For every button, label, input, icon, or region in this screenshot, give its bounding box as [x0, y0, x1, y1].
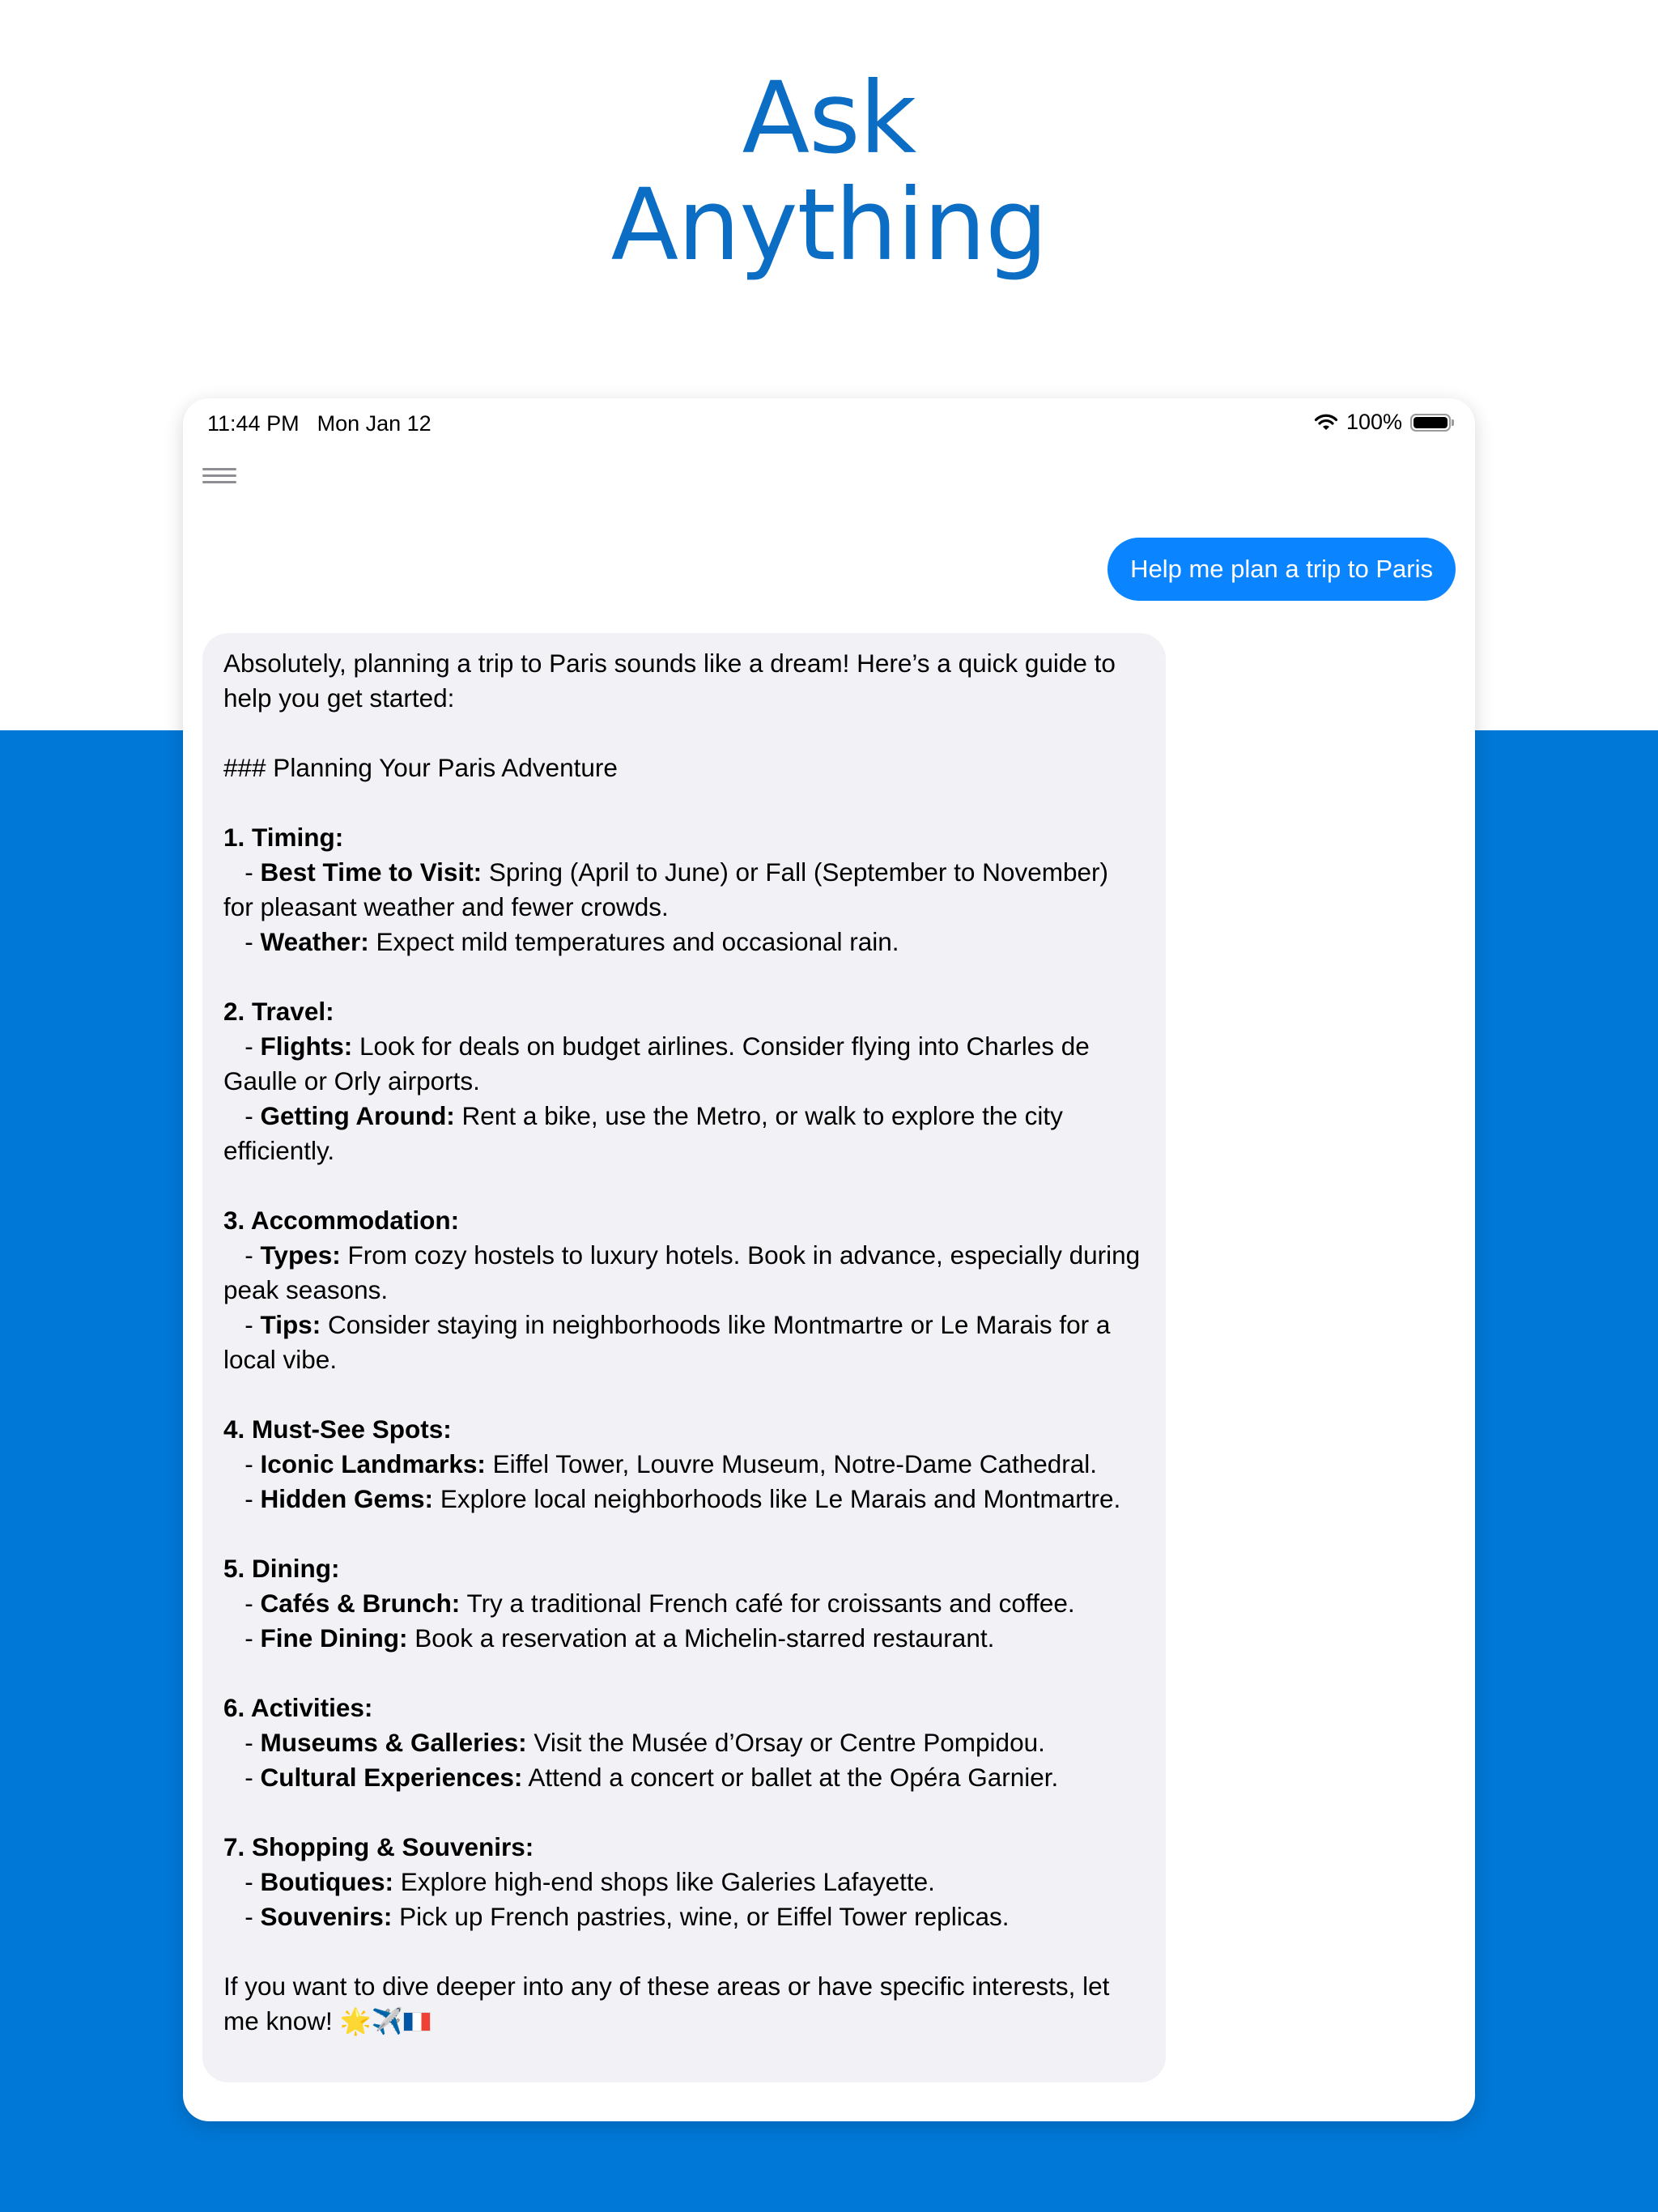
item-text: Look for deals on budget airlines. Consider flying into Charles de Gaulle or Orly airports.: [223, 1032, 1097, 1095]
item-text: Explore local neighborhoods like Le Marais and Montmartre.: [433, 1484, 1121, 1513]
sparkle-icon: 🌟: [339, 2006, 372, 2035]
item-text: Spring (April to June) or Fall (September to November) for pleasant weather and fewer crowds.: [223, 857, 1116, 921]
item-text: Book a reservation at a Michelin-starred restaurant.: [407, 1623, 995, 1653]
airplane-icon: ✈️: [371, 2006, 404, 2035]
item-label: Hidden Gems:: [260, 1484, 434, 1513]
item-label: Types:: [260, 1240, 341, 1270]
section-title: [223, 994, 1145, 1029]
section-list-item: - Iconic Landmarks: Eiffel Tower, Louvre Museum, Notre-Dame Cathedral.: [223, 1449, 1098, 1478]
item-label: Cafés & Brunch:: [260, 1589, 461, 1618]
section-list-item: - Cafés & Brunch: Try a traditional French café for croissants and coffee.: [223, 1589, 1075, 1618]
closing-text: If you want to dive deeper into any of these areas or have specific interests, let me know!: [223, 1972, 1117, 2035]
section-list-item: - Fine Dining: Book a reservation at a Michelin-starred restaurant.: [223, 1623, 995, 1653]
assistant-intro: Absolutely, planning a trip to Paris sounds like a dream! Here’s a quick guide to help you get started:: [223, 649, 1123, 713]
section-title-text: 3. Accommodation:: [223, 1206, 460, 1235]
section-list-item: - Flights: Look for deals on budget airlines. Consider flying into Charles de Gaulle or Orly airports.: [223, 1032, 1097, 1095]
section-title-text: 6. Activities:: [223, 1693, 373, 1722]
item-label: Museums & Galleries:: [260, 1728, 527, 1757]
item-text: Consider staying in neighborhoods like Montmartre or Le Marais for a local vibe.: [223, 1310, 1118, 1374]
menu-icon[interactable]: [202, 463, 241, 487]
french-flag-icon: [403, 2012, 431, 2031]
section-title-text: 7. Shopping & Souvenirs:: [223, 1832, 534, 1861]
item-text: Explore high-end shops like Galeries Lafayette.: [393, 1867, 935, 1896]
assistant-message-bubble: [202, 633, 1166, 2082]
item-label: Fine Dining:: [260, 1623, 408, 1653]
item-label: Souvenirs:: [260, 1902, 393, 1931]
user-message-bubble: Help me plan a trip to Paris: [1107, 538, 1456, 601]
section-list-item: - Weather: Expect mild temperatures and occasional rain.: [223, 927, 899, 956]
status-time-group: [207, 411, 432, 436]
tablet-screen: [183, 398, 1475, 2121]
promo-headline: [0, 61, 1658, 283]
section-list-item: - Hidden Gems: Explore local neighborhoods like Le Marais and Montmartre.: [223, 1484, 1121, 1513]
item-text: Eiffel Tower, Louvre Museum, Notre-Dame Cathedral.: [485, 1449, 1098, 1478]
item-text: Attend a concert or ballet at the Opéra Garnier.: [522, 1763, 1059, 1792]
item-label: Getting Around:: [260, 1101, 455, 1130]
section-list-item: - Cultural Experiences: Attend a concert or ballet at the Opéra Garnier.: [223, 1763, 1059, 1792]
item-label: Boutiques:: [260, 1867, 393, 1896]
wifi-icon: [1314, 414, 1338, 432]
headline-line-1: Ask: [742, 61, 916, 176]
assistant-closing: [223, 1969, 1145, 2039]
section-title: [223, 1551, 1145, 1586]
battery-percentage: 100%: [1346, 410, 1402, 434]
section-list-item: - Best Time to Visit: Spring (April to June) or Fall (September to November) for pleasant weather and fewer crowds.: [223, 857, 1116, 921]
section-title-text: 4. Must-See Spots:: [223, 1414, 452, 1444]
item-label: Flights:: [260, 1032, 353, 1061]
section-title: [223, 820, 1145, 855]
section-list-item: - Tips: Consider staying in neighborhoods like Montmartre or Le Marais for a local vibe.: [223, 1310, 1118, 1374]
assistant-heading: ### Planning Your Paris Adventure: [223, 753, 618, 782]
item-text: Pick up French pastries, wine, or Eiffel Tower replicas.: [392, 1902, 1010, 1931]
item-label: Weather:: [260, 927, 369, 956]
section-title: [223, 1203, 1145, 1238]
section-title: [223, 1412, 1145, 1447]
item-label: Iconic Landmarks:: [260, 1449, 486, 1478]
headline-line-2: Anything: [610, 168, 1048, 283]
item-text: Visit the Musée d’Orsay or Centre Pompidou.: [526, 1728, 1045, 1757]
item-label: Best Time to Visit:: [260, 857, 483, 887]
status-time: 11:44 PM: [207, 411, 300, 436]
item-text: Try a traditional French café for croissants and coffee.: [460, 1589, 1075, 1618]
section-list-item: - Getting Around: Rent a bike, use the Metro, or walk to explore the city efficiently.: [223, 1101, 1070, 1165]
section-title-text: 1. Timing:: [223, 823, 344, 852]
section-title: [223, 1691, 1145, 1725]
status-indicators: [1314, 410, 1451, 435]
section-list-item: - Museums & Galleries: Visit the Musée d’Orsay or Centre Pompidou.: [223, 1728, 1045, 1757]
section-title: [223, 1830, 1145, 1865]
battery-icon: [1410, 414, 1451, 432]
item-text: Expect mild temperatures and occasional rain.: [368, 927, 899, 956]
section-title-text: 5. Dining:: [223, 1554, 340, 1583]
item-text: From cozy hostels to luxury hotels. Book in advance, especially during peak seasons.: [223, 1240, 1147, 1304]
item-text: Rent a bike, use the Metro, or walk to explore the city efficiently.: [223, 1101, 1070, 1165]
section-list-item: - Boutiques: Explore high-end shops like Galeries Lafayette.: [223, 1867, 935, 1896]
item-label: Cultural Experiences:: [260, 1763, 523, 1792]
item-label: Tips:: [260, 1310, 321, 1339]
section-title-text: 2. Travel:: [223, 997, 334, 1026]
assistant-sections: [223, 820, 1145, 1969]
section-list-item: - Souvenirs: Pick up French pastries, wine, or Eiffel Tower replicas.: [223, 1902, 1010, 1931]
status-bar: [183, 398, 1475, 447]
status-date: Mon Jan 12: [317, 411, 432, 436]
section-list-item: - Types: From cozy hostels to luxury hotels. Book in advance, especially during peak seasons.: [223, 1240, 1147, 1304]
